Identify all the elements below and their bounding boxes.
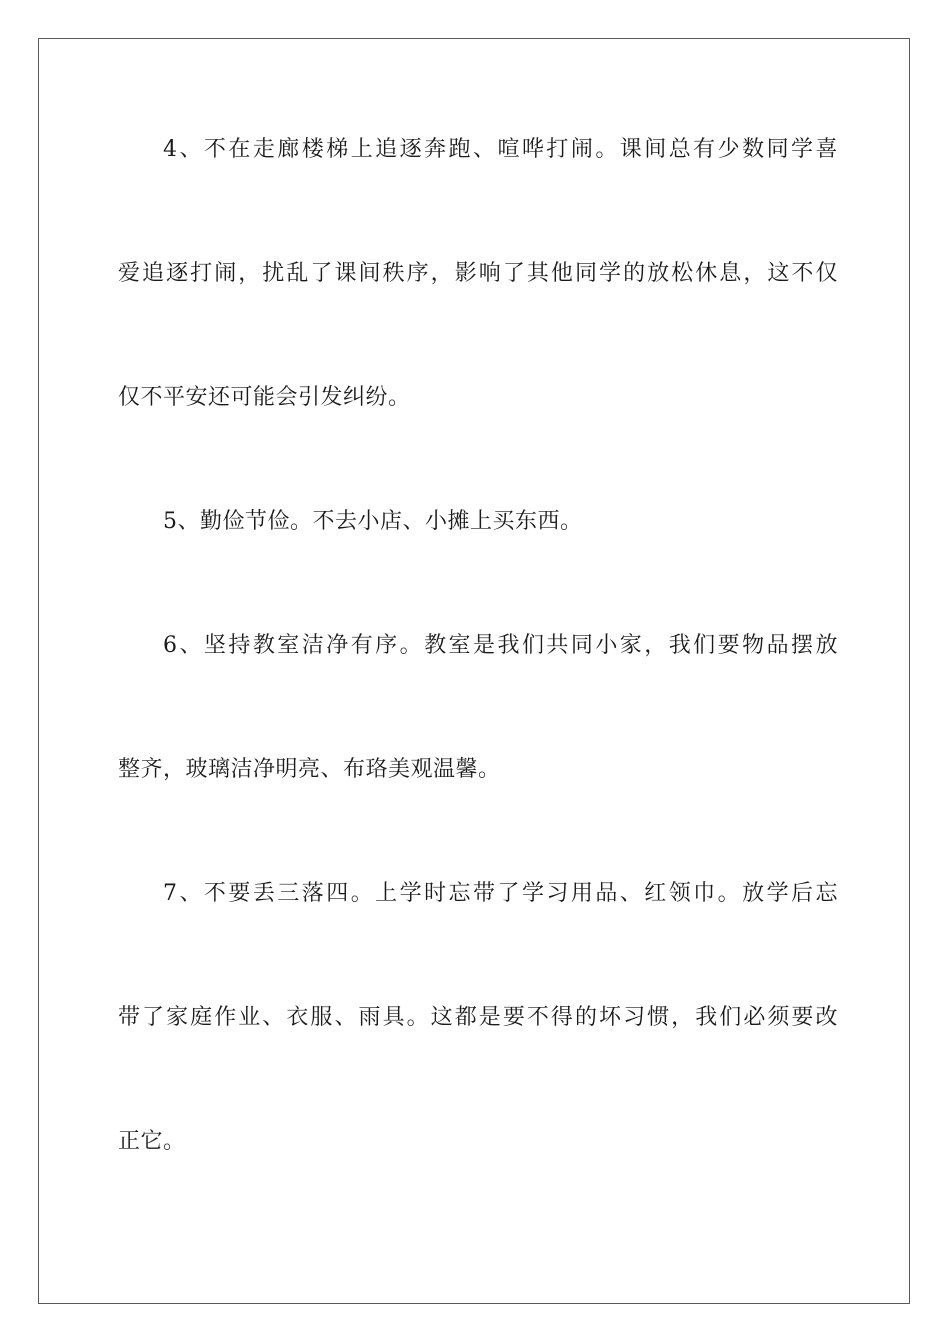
item-5-line-1: 5、勤俭节俭。不去小店、小摊上买东西。	[163, 509, 583, 534]
item-4-line-1: 4、不在走廊楼梯上追逐奔跑、喧哗打闹。课间总有少数同学喜	[163, 137, 838, 162]
item-7-line-2: 带了家庭作业、衣服、雨具。这都是要不得的坏习惯，我们必须要改	[118, 1005, 838, 1030]
item-6-line-1: 6、坚持教室洁净有序。教室是我们共同小家，我们要物品摆放	[163, 633, 838, 658]
item-4-line-3: 仅不平安还可能会引发纠纷。	[118, 385, 411, 410]
item-7-line-3: 正它。	[118, 1129, 186, 1154]
page-border	[38, 38, 910, 1304]
item-7-line-1: 7、不要丢三落四。上学时忘带了学习用品、红领巾。放学后忘	[163, 881, 838, 906]
item-6-line-2: 整齐，玻璃洁净明亮、布珞美观温馨。	[118, 757, 501, 782]
item-4-line-2: 爱追逐打闹，扰乱了课间秩序，影响了其他同学的放松休息，这不仅	[118, 261, 838, 286]
